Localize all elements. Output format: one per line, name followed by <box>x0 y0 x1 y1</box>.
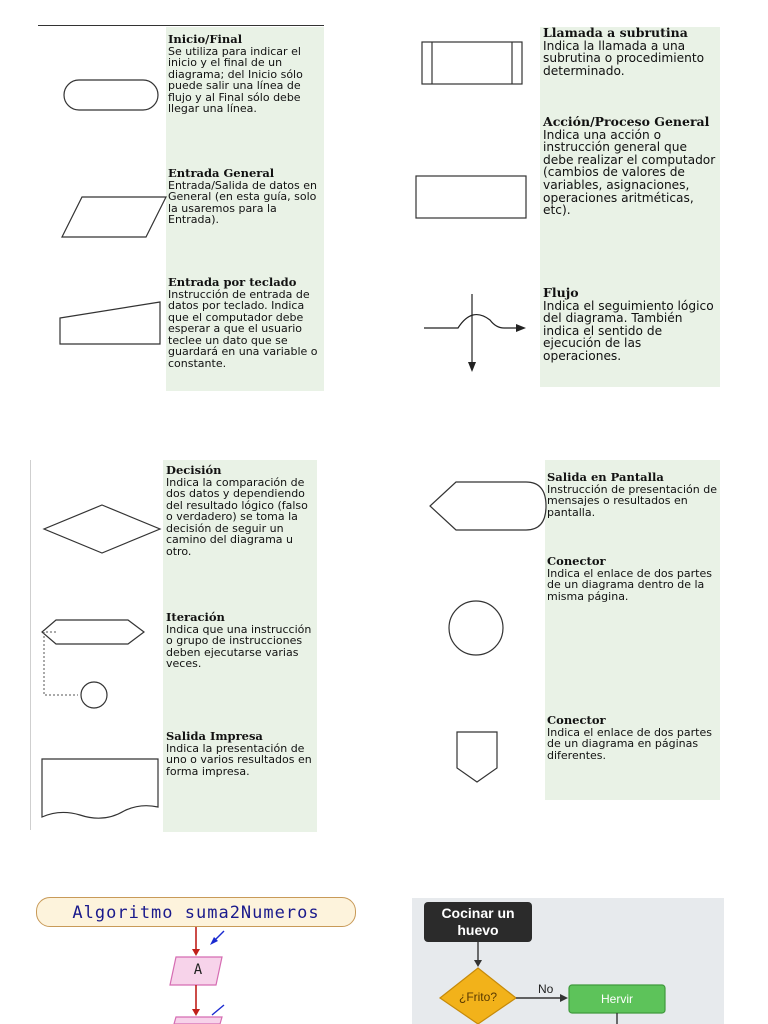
subrutina-text <box>543 27 719 77</box>
algorithm-title: Algoritmo suma2Numeros <box>36 897 356 927</box>
iteracion-text <box>166 612 316 670</box>
salida-impresa-desc: Indica la presentación de uno o varios resultados en forma impresa. <box>166 741 312 778</box>
salida-impresa-title: Salida Impresa <box>166 729 263 743</box>
iteration-symbol <box>40 618 156 710</box>
conector-title: Conector <box>547 554 606 568</box>
iteracion-title: Iteración <box>166 610 225 624</box>
egg-flow-header: Cocinar un huevo <box>424 902 532 942</box>
algorithm-step-a: A <box>193 962 203 978</box>
inicio-text <box>168 34 322 115</box>
conector-desc: Indica el enlace de dos partes de un diagrama dentro de la misma página. <box>547 566 712 603</box>
conector-text <box>547 556 719 602</box>
salida-impresa-text <box>166 731 316 777</box>
flujo-title: Flujo <box>543 285 579 300</box>
decision-desc: Indica la comparación de dos datos y dependiendo del resultado lógico (falso o verdadero) se toma la decisión de seguir un camino del diagrama u otro. <box>166 475 308 558</box>
entrada-teclado-title: Entrada por teclado <box>168 275 297 289</box>
flow-symbol <box>420 290 530 376</box>
accion-text <box>543 116 719 217</box>
entrada-teclado-desc: Instrucción de entrada de datos por teclado. Indica que el computador debe esperar a que el usuario teclee un dato que se guardará en una variable o constante. <box>168 287 318 370</box>
top-rule <box>38 25 324 26</box>
flujo-desc: Indica el seguimiento lógico del diagrama. También indica el sentido de ejecución de las operaciones. <box>543 298 714 363</box>
terminal-symbol <box>62 78 162 112</box>
connector-symbol <box>446 598 506 658</box>
left-edge-line <box>30 460 31 830</box>
decision-title: Decisión <box>166 463 222 477</box>
entrada-general-text <box>168 168 322 226</box>
egg-flow-diagram <box>412 940 724 1024</box>
conector-pagina-desc: Indica el enlace de dos partes de un diagrama en páginas diferentes. <box>547 725 712 762</box>
conector-pagina-text <box>547 715 719 761</box>
accion-title: Acción/Proceso General <box>543 114 710 129</box>
offpage-connector-symbol <box>455 730 501 786</box>
accion-desc: Indica una acción o instrucción general que debe realizar el computador (cambios de valores de variables, asignaciones, operaciones aritméticas, etc). <box>543 127 716 218</box>
entrada-general-desc: Entrada/Salida de datos en General (en esta guía, solo la usaremos para la Entrada). <box>168 178 317 226</box>
inicio-title: Inicio/Final <box>168 32 243 46</box>
decision-symbol <box>40 503 164 555</box>
manual-input-symbol <box>58 300 164 346</box>
parallelogram-symbol <box>60 195 170 240</box>
process-symbol <box>414 174 528 220</box>
salida-pantalla-text <box>547 472 719 518</box>
egg-no-label: No <box>538 982 554 996</box>
salida-pantalla-desc: Instrucción de presentación de mensajes o resultados en pantalla. <box>547 482 717 519</box>
entrada-general-title: Entrada General <box>168 166 275 180</box>
conector-pagina-title: Conector <box>547 713 606 727</box>
subroutine-symbol <box>420 40 526 86</box>
egg-decision-label: ¿Frito? <box>458 990 497 1004</box>
subrutina-desc: Indica la llamada a una subrutina o procedimiento determinado. <box>543 38 705 78</box>
inicio-desc: Se utiliza para indicar el inicio y el final de un diagrama; del Inicio sólo puede salir una línea de flujo y al Final sólo debe llegar una línea. <box>168 44 303 115</box>
entrada-teclado-text <box>168 277 322 369</box>
egg-action-label: Hervir <box>601 992 633 1006</box>
flujo-text <box>543 287 719 363</box>
decision-text <box>166 465 316 557</box>
printed-output-symbol <box>40 757 162 823</box>
salida-pantalla-title: Salida en Pantalla <box>547 470 664 484</box>
subrutina-title: Llamada a subrutina <box>543 25 688 40</box>
iteracion-desc: Indica que una instrucción o grupo de instrucciones deben ejecutarse varias veces. <box>166 622 312 670</box>
display-symbol <box>428 480 550 532</box>
